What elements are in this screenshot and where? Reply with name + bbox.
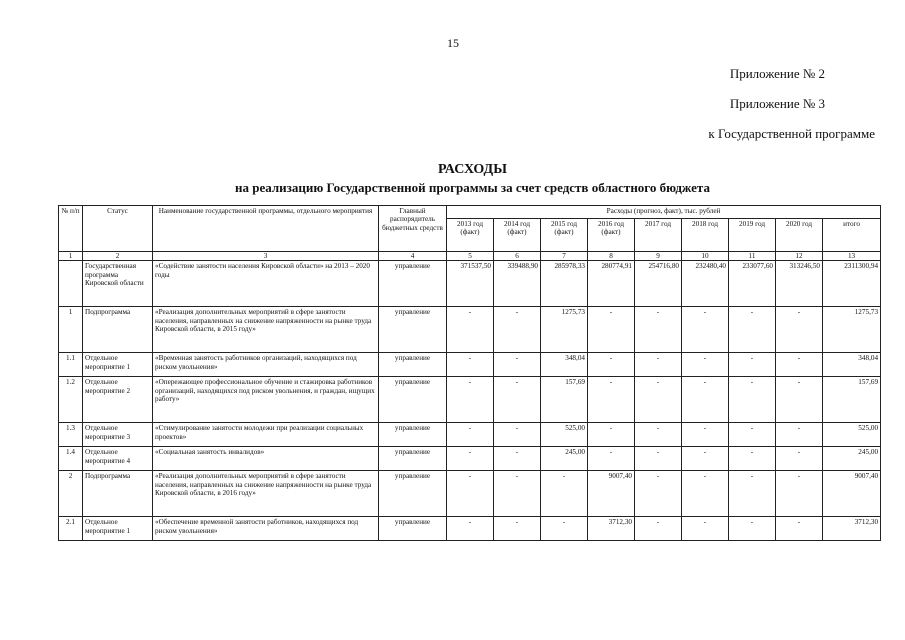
row-name: «Реализация дополнительных мероприятий в сфере занятости населения, направленных на снижение напряженности на рынке труда Кировской области, в 2015 году» <box>153 307 379 353</box>
row-value: - <box>447 517 494 541</box>
row-manager: управление <box>379 377 447 423</box>
row-value: 245,00 <box>541 447 588 471</box>
row-value: - <box>682 447 729 471</box>
row-total: 2311300,94 <box>823 261 881 307</box>
row-status: Отдельное мероприятие 1 <box>83 353 153 377</box>
row-num: 1.4 <box>59 447 83 471</box>
column-index-row <box>59 252 881 261</box>
col-index: 3 <box>153 252 379 261</box>
row-status: Подпрограмма <box>83 307 153 353</box>
row-value: - <box>682 353 729 377</box>
row-manager: управление <box>379 307 447 353</box>
row-value: - <box>635 353 682 377</box>
col-index: 4 <box>379 252 447 261</box>
row-value: 348,04 <box>541 353 588 377</box>
col-index: 1 <box>59 252 83 261</box>
row-value: 9007,40 <box>588 471 635 517</box>
row-value: - <box>635 423 682 447</box>
header-expenses: Расходы (прогноз, факт), тыс. рублей <box>447 206 881 219</box>
col-index: 7 <box>541 252 588 261</box>
row-value: - <box>541 471 588 517</box>
row-num: 1.2 <box>59 377 83 423</box>
row-value: - <box>588 377 635 423</box>
row-manager: управление <box>379 471 447 517</box>
row-value: - <box>588 447 635 471</box>
row-total: 525,00 <box>823 423 881 447</box>
header-year-2014: 2014 год (факт) <box>494 219 541 252</box>
table-row <box>59 471 881 517</box>
row-value: - <box>447 353 494 377</box>
table-row <box>59 261 881 307</box>
appendix-line-2: Приложение № 3 <box>729 96 825 111</box>
row-name: «Содействие занятости населения Кировской области» на 2013 – 2020 годы <box>153 261 379 307</box>
row-value: - <box>682 377 729 423</box>
row-manager: управление <box>379 261 447 307</box>
row-value: - <box>494 423 541 447</box>
row-value: - <box>494 307 541 353</box>
row-manager: управление <box>379 423 447 447</box>
header-year-2018: 2018 год <box>682 219 729 252</box>
header-year-2019: 2019 год <box>729 219 776 252</box>
table-row <box>59 353 881 377</box>
header-name: Наименование государственной программы, отдельного мероприятия <box>153 206 379 252</box>
header-total: итого <box>823 219 881 252</box>
col-index: 8 <box>588 252 635 261</box>
row-manager: управление <box>379 517 447 541</box>
table-row <box>59 447 881 471</box>
row-value: - <box>682 423 729 447</box>
row-value: - <box>494 447 541 471</box>
row-total: 1275,73 <box>823 307 881 353</box>
appendix-line-1: Приложение № 2 <box>729 66 825 81</box>
row-total: 245,00 <box>823 447 881 471</box>
table-row <box>59 307 881 353</box>
row-status: Подпрограмма <box>83 471 153 517</box>
row-num: 1.1 <box>59 353 83 377</box>
row-name: «Социальная занятость инвалидов» <box>153 447 379 471</box>
row-value: - <box>635 517 682 541</box>
row-name: «Стимулирование занятости молодежи при реализации социальных проектов» <box>153 423 379 447</box>
header-year-2020: 2020 год <box>776 219 823 252</box>
row-value: - <box>682 471 729 517</box>
row-value: - <box>541 517 588 541</box>
row-value: - <box>729 307 776 353</box>
row-value: - <box>447 307 494 353</box>
row-value: 313246,50 <box>776 261 823 307</box>
row-num: 1.3 <box>59 423 83 447</box>
table-row <box>59 517 881 541</box>
row-value: - <box>588 423 635 447</box>
row-value: - <box>494 471 541 517</box>
header-year-2017: 2017 год <box>635 219 682 252</box>
row-num: 2.1 <box>59 517 83 541</box>
row-num <box>59 261 83 307</box>
row-value: - <box>776 377 823 423</box>
header-status: Статус <box>83 206 153 252</box>
row-status: Отдельное мероприятие 2 <box>83 377 153 423</box>
page-number: 15 <box>447 36 459 50</box>
row-value: - <box>729 517 776 541</box>
row-name: «Реализация дополнительных мероприятий в сфере занятости населения, направленных на снижение напряженности на рынке труда Кировской области, в 2016 году» <box>153 471 379 517</box>
row-value: 371537,50 <box>447 261 494 307</box>
row-value: - <box>729 353 776 377</box>
document-title: РАСХОДЫ <box>438 162 507 177</box>
document-subtitle: на реализацию Государственной программы за счет средств областного бюджета <box>235 180 710 195</box>
col-index: 2 <box>83 252 153 261</box>
row-value: - <box>635 447 682 471</box>
row-value: - <box>776 517 823 541</box>
col-index: 13 <box>823 252 881 261</box>
row-value: 254716,80 <box>635 261 682 307</box>
row-value: - <box>447 447 494 471</box>
row-status: Государственная программа Кировской области <box>83 261 153 307</box>
header-year-2016: 2016 год (факт) <box>588 219 635 252</box>
row-value: 3712,30 <box>588 517 635 541</box>
row-value: - <box>588 307 635 353</box>
row-value: - <box>682 517 729 541</box>
expenses-table <box>58 205 881 541</box>
row-value: - <box>494 353 541 377</box>
row-total: 9007,40 <box>823 471 881 517</box>
row-status: Отдельное мероприятие 4 <box>83 447 153 471</box>
row-value: - <box>635 307 682 353</box>
row-num: 2 <box>59 471 83 517</box>
row-value: 157,69 <box>541 377 588 423</box>
row-value: - <box>729 377 776 423</box>
row-value: - <box>494 377 541 423</box>
row-value: - <box>776 471 823 517</box>
row-name: «Обеспечение временной занятости работников, находящихся под риском увольнения» <box>153 517 379 541</box>
row-value: - <box>776 307 823 353</box>
row-name: «Временная занятость работников организаций, находящихся под риском увольнения» <box>153 353 379 377</box>
row-value: 233077,60 <box>729 261 776 307</box>
row-name: «Опережающее профессиональное обучение и стажировка работников организаций, находящихся под риском увольнения, и граждан, ищущих работу» <box>153 377 379 423</box>
row-total: 157,69 <box>823 377 881 423</box>
col-index: 5 <box>447 252 494 261</box>
col-index: 9 <box>635 252 682 261</box>
row-value: - <box>494 517 541 541</box>
table-body <box>59 261 881 541</box>
table-row <box>59 377 881 423</box>
row-value: - <box>729 423 776 447</box>
row-value: 1275,73 <box>541 307 588 353</box>
row-status: Отдельное мероприятие 1 <box>83 517 153 541</box>
row-value: 280774,91 <box>588 261 635 307</box>
col-index: 10 <box>682 252 729 261</box>
row-num: 1 <box>59 307 83 353</box>
row-status: Отдельное мероприятие 3 <box>83 423 153 447</box>
row-value: - <box>682 307 729 353</box>
row-value: - <box>588 353 635 377</box>
row-value: - <box>776 447 823 471</box>
row-value: 285978,33 <box>541 261 588 307</box>
col-index: 12 <box>776 252 823 261</box>
table-row <box>59 423 881 447</box>
row-value: - <box>776 423 823 447</box>
row-value: - <box>635 471 682 517</box>
row-value: - <box>447 471 494 517</box>
row-value: 339488,90 <box>494 261 541 307</box>
row-value: - <box>447 377 494 423</box>
row-total: 348,04 <box>823 353 881 377</box>
row-value: - <box>729 471 776 517</box>
row-value: - <box>776 353 823 377</box>
row-value: - <box>729 447 776 471</box>
col-index: 11 <box>729 252 776 261</box>
col-index: 6 <box>494 252 541 261</box>
header-year-2015: 2015 год (факт) <box>541 219 588 252</box>
header-year-2013: 2013 год (факт) <box>447 219 494 252</box>
row-value: - <box>635 377 682 423</box>
header-manager: Главный распорядитель бюджетных средств <box>379 206 447 252</box>
row-value: 525,00 <box>541 423 588 447</box>
row-value: - <box>447 423 494 447</box>
row-value: 232480,40 <box>682 261 729 307</box>
appendix-line-3: к Государственной программе <box>708 126 875 141</box>
row-manager: управление <box>379 447 447 471</box>
row-manager: управление <box>379 353 447 377</box>
header-num: № п/п <box>59 206 83 252</box>
row-total: 3712,30 <box>823 517 881 541</box>
